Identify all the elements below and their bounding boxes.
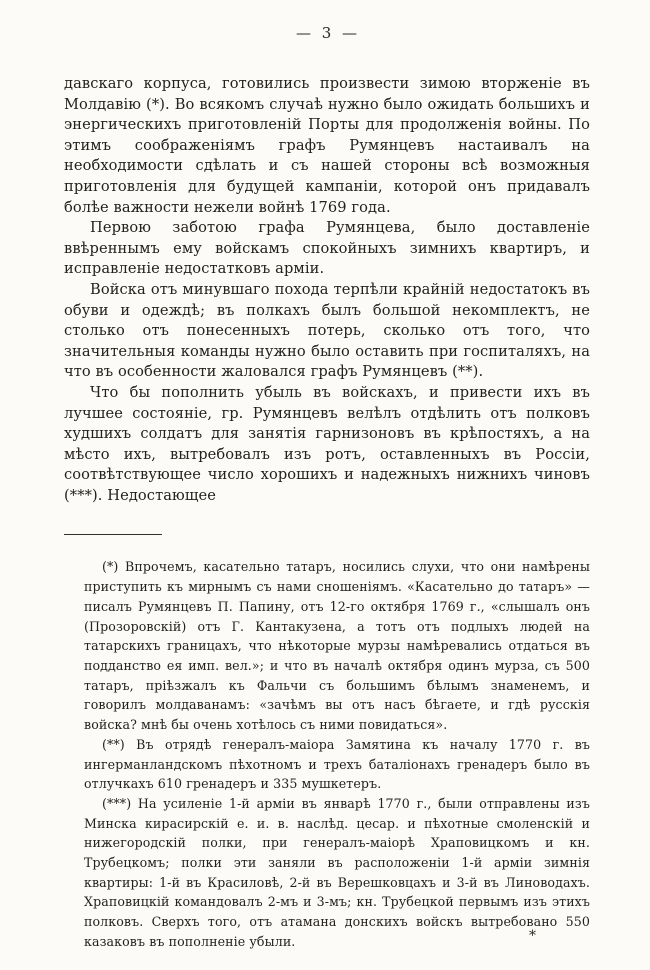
- footnote: (**) Въ отрядѣ генералъ-маіора Замятина къ началу 1770 г. въ ингерманландскомъ пѣхотномъ и трехъ баталіонахъ гренадеръ было въ отлучкахъ 610 гренадеръ и 335 мушкетеръ.: [84, 736, 590, 792]
- footnote: (***) На усиленіе 1-й арміи въ январѣ 1770 г., были отправлены изъ Минска кирасирскій е. и. в. наслѣд. цесар. и пѣхотные смоленскій и нижегородскій полки, при генералъ-маіорѣ Храповицкомъ и кн. Трубецкомъ; полки эти заняли въ расположеніи 1-й арміи зимнія квартиры: 1-й въ Красиловѣ, 2-й въ Верешковцахъ и 3-й въ Линоводахъ. Храповицкій командовалъ 2-мъ и 3-мъ; кн. Трубецкой первымъ изъ этихъ полковъ. Сверхъ того, отъ атамана донскихъ войскъ вытребовано 550 казаковъ въ пополненіе убыли.: [84, 795, 590, 949]
- footnotes-section: [84, 557, 590, 951]
- body-paragraph: Что бы пополнить убыль въ войскахъ, и привести ихъ въ лучшее состояніе, гр. Румянцевъ велѣлъ отдѣлить отъ полковъ худшихъ солдатъ для занятія гарнизоновъ въ крѣпостяхъ, а на мѣсто ихъ, вытребовалъ изъ ротъ, оставленныхъ въ Россіи, соотвѣтствующее число хорошихъ и надежныхъ нижнихъ чиновъ (***). Недостающее: [64, 383, 590, 504]
- body-paragraph: давскаго корпуса, готовились произвести зимою вторженіе въ Молдавію (*). Во всякомъ случаѣ нужно было ожидать большихъ и энергическихъ приготовленій Порты для продолженія войны. По этимъ соображеніямъ графъ Румянцевъ настаивалъ на необходимости сдѣлать и съ нашей стороны всѣ возможныя приготовленія для будущей кампаніи, которой онъ придавалъ болѣе важности нежели войнѣ 1769 года.: [64, 75, 590, 216]
- page-number: — 3 —: [295, 24, 359, 42]
- signature-mark: *: [529, 928, 536, 944]
- footnote-separator: [64, 534, 162, 535]
- footnote: (*) Впрочемъ, касательно татаръ, носились слухи, что они намѣрены приступить къ мирнымъ съ нами сношеніямъ. «Касательно до татаръ» — писалъ Румянцевъ П. Папину, отъ 12-го октября 1769 г., «слышалъ онъ (Прозоровскій) отъ Г. Кантакузена, а тотъ отъ подлыхъ людей на татарскихъ границахъ, что нѣкоторые мурзы намѣревались отдаться въ подданство ея имп. вел.»; и что въ началѣ октября одинъ мурза, съ 500 татаръ, пріѣзжалъ къ Фальчи съ большимъ бѣлымъ знаменемъ, и говорилъ молдаванамъ: «зачѣмъ вы отъ насъ бѣгаете, и гдѣ русскія войска? мнѣ бы очень хотѣлось съ ними повидаться».: [84, 559, 590, 733]
- body-text: [64, 74, 590, 506]
- body-paragraph: Первою заботою графа Румянцева, было доставленіе ввѣреннымъ ему войскамъ спокойныхъ зимнихъ квартиръ, и исправленіе недостатковъ арміи.: [64, 219, 590, 278]
- body-paragraph: Войска отъ минувшаго похода терпѣли крайній недостатокъ въ обуви и одеждѣ; въ полкахъ былъ большой некомплектъ, не столько отъ понесенныхъ потерь, сколько отъ того, что значительныя команды нужно было оставить при госпиталяхъ, на что въ особенности жаловался графъ Румянцевъ (**).: [64, 280, 590, 381]
